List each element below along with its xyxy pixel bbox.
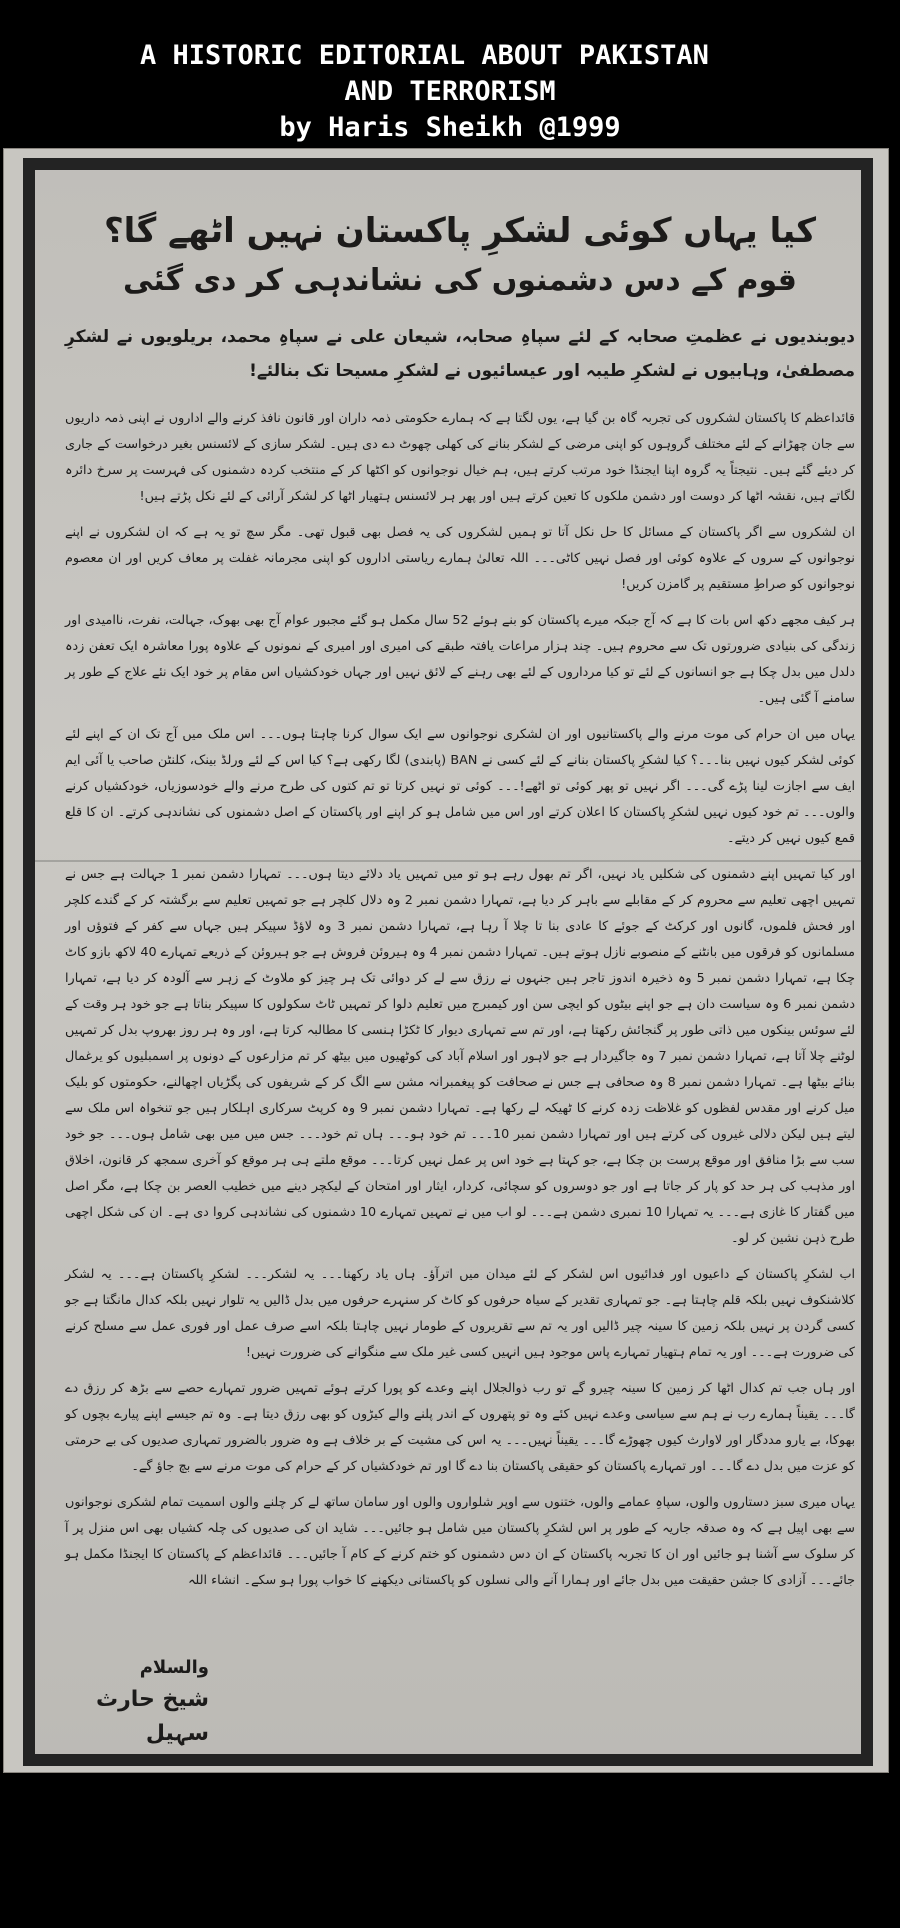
article-closing	[69, 1653, 209, 1751]
article-frame	[23, 158, 873, 1766]
article-body	[65, 208, 855, 1604]
header-byline: by Haris Sheikh @1999	[279, 112, 621, 143]
paragraph: اور ہاں جب تم کدال اٹھا کر زمین کا سینہ چیرو گے تو رب ذوالجلال اپنے وعدے کو پورا کرتے ہوئے تمہیں ضرور تمہارے حصے سے بڑھ کر رزق دے گا۔۔۔ یقیناً ہمارے رب نے ہم سے سیاسی وعدے نہیں کئے وہ تو پتھروں کے اندر پلنے والے کیڑوں کو بھی رزق دیتا ہے۔ وہ تم جیسے اپنے پیارے بچوں کو بھوکا، بے یارو مددگار اور لاوارث کیوں چھوڑے گا۔۔۔ یقیناً نہیں۔۔۔ یہ اس کی مشیت کے بر خلاف ہے وہ ضرور بالضرور تمہاری صدیوں کی بے حرمتی کو عزت میں بدل دے گا۔۔۔ اور تمہارے پاکستان کو حقیقی پاکستان بنا دے گا اور تم خودکشیاں کر کے حرام کی موت مرنے سے بچ جاؤ گے۔	[65, 1381, 855, 1474]
author-signature: شیخ حارث سہیل	[95, 1687, 209, 1746]
page-header	[0, 0, 900, 148]
article-headline: کیا یہاں کوئی لشکرِ پاکستان نہیں اٹھے گا؟	[103, 211, 817, 251]
article-subheadline: قوم کے دس دشمنوں کی نشاندہی کر دی گئی	[123, 263, 797, 298]
closing-salutation: والسلام	[139, 1657, 209, 1678]
bottom-black-margin	[0, 1773, 900, 1928]
header-line-2: AND TERRORISM	[344, 76, 556, 107]
paragraph: یہاں میں ان حرام کی موت مرنے والے پاکستانیوں اور ان لشکری نوجوانوں سے ایک سوال کرنا چاہتا ہوں۔۔۔ اس ملک میں آج تک ان کے اپنے لئے کوئی لشکر کیوں نہیں بنا۔۔۔؟ کیا لشکرِ پاکستان بنانے کے لئے کسی نے BAN (پابندی) لگا رکھی ہے؟ کیا اس کے لئے ورلڈ بینک، کلنٹن صاحب یا آئی ایم ایف سے اجازت لینا پڑے گی۔۔۔ اگر نہیں تو پھر کوئی تو اٹھے!۔۔۔ کوئی تو نہیں کرتا تو تم کتوں کی طرح مرنے والے خودسوزیاں، خودکشیاں کرنے والوں۔۔۔ تم خود کیوں نہیں لشکرِ پاکستان کا اعلان کرتے اور اس میں شامل ہو کر اپنے اور پاکستان کے اصل دشمنوں کی نشاندہی کرتے۔ ان کا قلع قمع کیوں نہیں کر دیتے۔	[65, 727, 856, 846]
paragraph: ان لشکروں سے اگر پاکستان کے مسائل کا حل نکل آتا تو ہمیں لشکروں کی یہ فصل بھی قبول تھی۔ مگر سچ تو یہ ہے کہ ان لشکروں نے اپنے نوجوانوں کے سروں کے علاوہ کوئی اور فصل نہیں کاٹی۔۔۔ اللہ تعالیٰ ہمارے ریاستی اداروں کو اپنی مجرمانہ غفلت پر معاف کریں اور ان معصوم نوجوانوں کو صراطِ مستقیم پر گامزن کریں!	[65, 525, 855, 592]
paragraph: ہر کیف مجھے دکھ اس بات کا ہے کہ آج جبکہ میرے پاکستان کو بنے ہوئے 52 سال مکمل ہو گئے مجبور عوام آج بھی بھوک، جہالت، نفرت، ناامیدی اور زندگی کی بنیادی ضرورتوں تک سے محروم ہیں۔ چند ہزار مراعات یافتہ طبقے کی امیری اور امیری کے نمونوں کے علاوہ پورا معاشرہ ایک تعفن زدہ دلدل میں بدل چکا ہے جو انسانوں کے لئے تو کیا مرداروں کے لئے بھی رہنے کے لائق نہیں اور جہاں خودکشیاں اس مقام پر خود ایک نئے علاج کے طور پر سامنے آ گئی ہیں۔	[65, 613, 855, 706]
paragraph: یہاں میری سبز دستاروں والوں، سپاہِ عمامے والوں، ختنوں سے اوپر شلواروں والوں اور سامان ساتھ لے کر چلنے والوں اسمیت تمام لشکری نوجوانوں سے بھی اپیل ہے کہ وہ صدقہ جاریہ کے طور پر اس لشکرِ پاکستان میں شامل ہو جائیں۔۔۔ شاید ان کی صدیوں کی چلہ کشیاں بھی اس منزل پر آ کر سلوک سے آشنا ہو جائیں اور ان کا تجربہ پاکستان کے ان دس دشمنوں کو ختم کرنے کے کام آ جائیں۔۔۔ قائداعظم کے پاکستان کا ایجنڈا مکمل ہو جائے۔۔۔ آزادی کا جشن حقیقت میں بدل جائے اور ہمارا آنے والی نسلوں کو پاکستانی دیکھنے کا خواب پورا ہو سکے۔ انشاء اللہ	[65, 1495, 855, 1588]
newspaper-clipping	[3, 148, 889, 1773]
article-lead: دیوبندیوں نے عظمتِ صحابہ کے لئے سپاہِ صحابہ، شیعان علی نے سپاہِ محمد، بریلویوں نے لشکرِ مصطفیٰ، وہابیوں نے لشکرِ طیبہ اور عیسائیوں نے لشکرِ مسیحا تک بنالئے!	[65, 327, 855, 381]
paragraph: اب لشکرِ پاکستان کے داعیوں اور فدائیوں اس لشکر کے لئے میدان میں اترآؤ۔ ہاں یاد رکھنا۔۔۔ یہ لشکر۔۔۔ لشکرِ پاکستان ہے۔۔۔ یہ لشکر کلاشنکوف نہیں بلکہ قلم چاہتا ہے۔ جو تمہاری تقدیر کے سیاہ حرفوں کو کاٹ کر سنہرے حرفوں میں بدل ڈالیں یہ تلوار نہیں بلکہ کدال مانگتا ہے جو کسی گردن پر نہیں بلکہ زمین کا سینہ چیر ڈالیں اور یہ تم سے تقریروں کے طومار نہیں چاہتا بلکہ اسے صرف عمل اور فوری عمل سے مسلح کرنے کی ضرورت ہے۔۔۔ اور یہ تمام ہتھیار تمہارے پاس موجود ہیں انہیں کسی غیر ملک سے منگوانے کی ضرورت نہیں!	[65, 1267, 855, 1360]
header-line-1: A HISTORIC EDITORIAL ABOUT PAKISTAN	[140, 40, 709, 71]
paragraph: قائداعظم کا پاکستان لشکروں کی تجربہ گاہ بن گیا ہے، یوں لگتا ہے کہ ہمارے حکومتی ذمہ داران اور قانون نافذ کرنے والے اداروں نے اپنی ذمہ داریوں سے جان چھڑانے کے لئے مختلف گروہوں کو اپنی مرضی کے لشکر بنانے کی کھلی چھوٹ دے دی ہیں۔ لشکر سازی کے لائسنس بغیر درخواست کے جاری کر دیئے گئے ہیں۔ نتیجتاً یہ گروہ اپنا ایجنڈا خود مرتب کرتے ہیں، ہم خیال نوجوانوں کو اکٹھا کر کے منتخب کردہ دشمنوں کی فہرست پر سرخ دائرہ لگاتے ہیں، نقشہ اٹھا کر دوست اور دشمن ملکوں کا تعین کرتے ہیں اور پھر ہر لائسنس ہتھیار اٹھا کر لشکر آرائی کے لئے نکل پڑتے ہیں!	[65, 411, 855, 504]
paragraph: اور کیا تمہیں اپنے دشمنوں کی شکلیں یاد نہیں، اگر تم بھول رہے ہو تو میں تمہیں یاد دلائے دیتا ہوں۔۔۔ تمہارا دشمن نمبر 1 جہالت ہے جس نے تمہیں اچھی تعلیم سے محروم کر کے مقابلے سے باہر کر دیا ہے، تمہارا دشمن نمبر 2 وہ دلال کلچر ہے جو تمہیں تعلیم سے برگشتہ کر کے گندے کلچر اور فحش فلموں، گانوں اور کرکٹ کے جوئے کا عادی بنا تا چلا آ رہا ہے، تمہارا دشمن نمبر 3 وہ لاؤڈ سپیکر ہیں جہاں سے کفر کے فتوؤں اور مسلمانوں کو فرقوں میں بانٹنے کے منصوبے نازل ہوتے ہیں۔ تمہارا دشمن نمبر 4 وہ ہیروئن فروش ہے جو ہیروئن کے ذریعے تمہارے 40 لاکھ بازو کاٹ چکا ہے، تمہارا دشمن نمبر 5 وہ ذخیرہ اندوز تاجر ہیں جنہوں نے رزق سے لے کر دوائی تک ہر چیز کو ملاوٹ کے زہر سے آلودہ کر دیا ہے، تمہارا دشمن نمبر 6 وہ سیاست دان ہے جو اپنے بیٹوں کو ایچی سن اور کیمبرج میں تعلیم دلوا کر تمہیں ٹاٹ سکولوں کا سپیکر بناتا ہے جو خود ہر وقت کے لئے سوئس بینکوں میں ذاتی طور پر گنجائش رکھتا ہے، اور تم سے تمہاری دیوار کا ٹکڑا ہنسی کا مطالبہ کرتا ہے، اور وہ ہر روز بھروپ بدل کر تمہیں لوٹنے چلا آتا ہے، تمہارا دشمن نمبر 7 وہ جاگیردار ہے جو لاہور اور اسلام آباد کی کوٹھیوں میں بیٹھ کر تم مزارعوں کے دونوں پر اسمبلیوں کو یرغمال بنائے بیٹھا ہے۔ تمہارا دشمن نمبر 8 وہ صحافی ہے جس نے صحافت کو پیغمبرانہ مشن سے الگ کر کے شریفوں کی پگڑیاں اچھالنے، حکومتوں کو بلیک میل کرنے اور مقدس لفظوں کو غلاظت زدہ کرنے کا ٹھیکہ لے رکھا ہے۔ تمہارا دشمن نمبر 9 وہ کرپٹ سرکاری اہلکار ہیں جو تنخواہ اس ملک سے لیتے ہیں لیکن دلالی غیروں کی کرتے ہیں اور تمہارا دشمن نمبر 10۔۔۔ تم خود ہو۔۔۔ ہاں تم خود۔۔۔ جس میں میں بھی شامل ہوں۔۔۔ جو خود سب سے بڑا منافق اور موقع پرست بن چکا ہے، جو کہتا ہے خود اس پر عمل نہیں کرتا۔۔۔ موقع ملتے ہی ہر موقع کو آخری سمجھ کر قانون، اخلاق اور مذہب کی ہر حد کو پار کر جاتا ہے اور جو دوسروں کو سچائی، کردار، ایثار اور امتحان کے لیکچر دینے میں خطیب العصر بن چکا ہے، مگر اصل میں گفتار کا غازی ہے۔۔۔ یہ تمہارا 10 نمبری دشمن ہے۔۔۔ لو اب میں نے تمہیں تمہارے 10 دشمنوں کی نشاندہی کروا دی ہے۔ ان کی شکل اچھی طرح ذہن نشین کر لو۔	[65, 867, 856, 1246]
